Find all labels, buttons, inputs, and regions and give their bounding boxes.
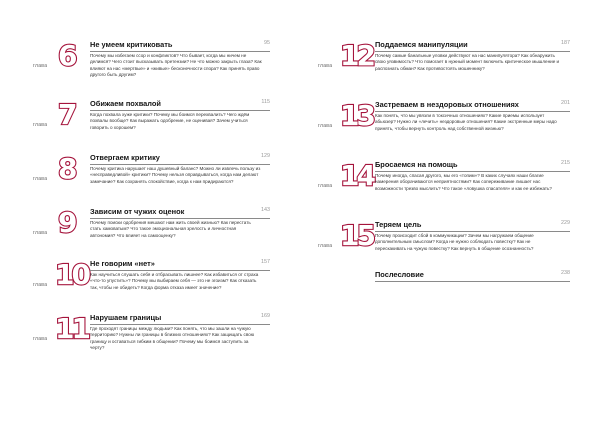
chapter-title: Теряем цель	[375, 220, 422, 229]
page-number: 215	[561, 160, 570, 166]
page-number: 201	[561, 100, 570, 106]
chapter-title: Не умеем критиковать	[90, 40, 173, 49]
chapter-title: Не говорим «нет»	[90, 259, 155, 268]
chapter-description: Почему критика нарушает наш душевный баланс? Можно ли извлечь пользу из «несправедливой» критики? Почему нельзя оправдываться, когда нам делают замечание? Как сохранять спокойствие, когда к нам придираются?	[90, 166, 261, 184]
page-number: 143	[261, 207, 270, 213]
chapter-label: глава	[318, 63, 333, 69]
chapter-number: 7	[58, 98, 77, 131]
chapter-label: глава	[33, 122, 48, 128]
chapter-description: Почему происходит сбой в коммуникации? Зачем мы нагружаем общение дополнительным смыслом? Когда не нужно соблюдать повестку? Как не перескакивать на чужую повестку? Как вернуть в общение осознанность?	[375, 233, 534, 251]
afterword-title: Послесловие	[375, 270, 424, 279]
chapter-description: Когда похвала хуже критики? Почему мы боимся перехвалить? Чего ждём похвалы вообще? Как выражать одобрение, не оценивая? Зачем учиться говорить о хорошем?	[90, 112, 250, 130]
chapter-description: Почему мы избегаем ссор и конфликтов? Что бывает, когда мы ничем не делимся? Чего стоит высказывать претензии? Не что можно закрыть глаза? Как влияют на нас «мертвые» и «живые» бесконечности спора? Как принять право другого быть другим?	[90, 53, 262, 77]
divider	[90, 218, 270, 219]
chapter-title: Обижаем похвалой	[90, 99, 161, 108]
chapter-label: глава	[33, 230, 48, 236]
chapter-title: Зависим от чужих оценок	[90, 207, 185, 216]
chapter-description: Почему самые банальные уловки действуют на нас манипулятора? Как обнаружить свою уязвимость? Что помогает в нужный момент включить критическое мышление и распознать обман? Как противостоять мошеннику?	[375, 53, 560, 71]
chapter-description: Почему поиски одобрения мешают нам жить своей жизнью? Как перестать стать хамоватым? Что такое эмоциональная зрелость и личностная автономия? Что влияет на самооценку?	[90, 220, 251, 238]
divider	[375, 231, 570, 232]
chapter-description: Почему иногда, спасая другого, мы его «топим»? В каких случаях наши благие намерения оборачиваются неприятностями? Как сопереживание лишает нас возможности трезво мыслить? Что такое «ловушка спасателя» и как ее избежать?	[375, 173, 552, 191]
page-number: 229	[561, 220, 570, 226]
chapter-number: 14	[340, 159, 373, 192]
chapter-number: 8	[58, 152, 77, 185]
chapter-label: глава	[33, 176, 48, 182]
chapter-title: Бросаемся на помощь	[375, 160, 458, 169]
divider	[90, 51, 270, 52]
chapter-title: Застреваем в нездоровых отношениях	[375, 100, 519, 109]
chapter-number: 11	[55, 312, 88, 345]
chapter-number: 10	[55, 258, 88, 291]
chapter-description: Где проходят границы между людьми? Как понять, что мы зашли на чужую территорию? Нужны ли границы в близких отношениях? Как защищать свою границу и оставаться гибким в общении? Почему мы боимся заступить за черту?	[90, 326, 255, 350]
divider	[375, 111, 570, 112]
chapter-label: глава	[318, 123, 333, 129]
divider	[375, 171, 570, 172]
page-number: 115	[261, 99, 270, 105]
page-number: 238	[561, 270, 570, 276]
page-number: 157	[261, 259, 270, 265]
page-number: 169	[261, 313, 270, 319]
chapter-number: 6	[58, 39, 77, 72]
page-number: 187	[561, 40, 570, 46]
divider	[90, 164, 270, 165]
divider	[90, 110, 270, 111]
divider	[90, 270, 270, 271]
chapter-title: Отвергаем критику	[90, 153, 160, 162]
chapter-title: Нарушаем границы	[90, 313, 162, 322]
chapter-description: Как понять, что мы увязли в токсичных отношениях? Какие приемы использует абьюзер? Нужно ли «лечить» нездоровые отношения? Какие экстренные меры надо принять, чтобы вернуть контроль над собственной жизнью?	[375, 113, 557, 131]
chapter-label: глава	[318, 183, 333, 189]
divider	[90, 324, 270, 325]
chapter-label: глава	[33, 336, 48, 342]
chapter-label: глава	[33, 282, 48, 288]
chapter-title: Поддаемся манипуляции	[375, 40, 468, 49]
chapter-description: Как научиться слушать себя и отбрасывать лишнее? Как избавиться от страха «что-то упустить»? Почему мы выбираем себя — это не эгоизм? Как отказать так, чтобы не обидеть? Когда форма отказа имеет значение?	[90, 272, 259, 290]
page-number: 129	[261, 153, 270, 159]
chapter-number: 9	[58, 206, 77, 239]
chapter-number: 15	[340, 219, 373, 252]
chapter-label: глава	[318, 243, 333, 249]
chapter-number: 12	[340, 39, 373, 72]
divider	[375, 51, 570, 52]
chapter-number: 13	[340, 99, 373, 132]
divider	[375, 281, 570, 282]
page-number: 95	[264, 40, 270, 46]
chapter-label: глава	[33, 63, 48, 69]
